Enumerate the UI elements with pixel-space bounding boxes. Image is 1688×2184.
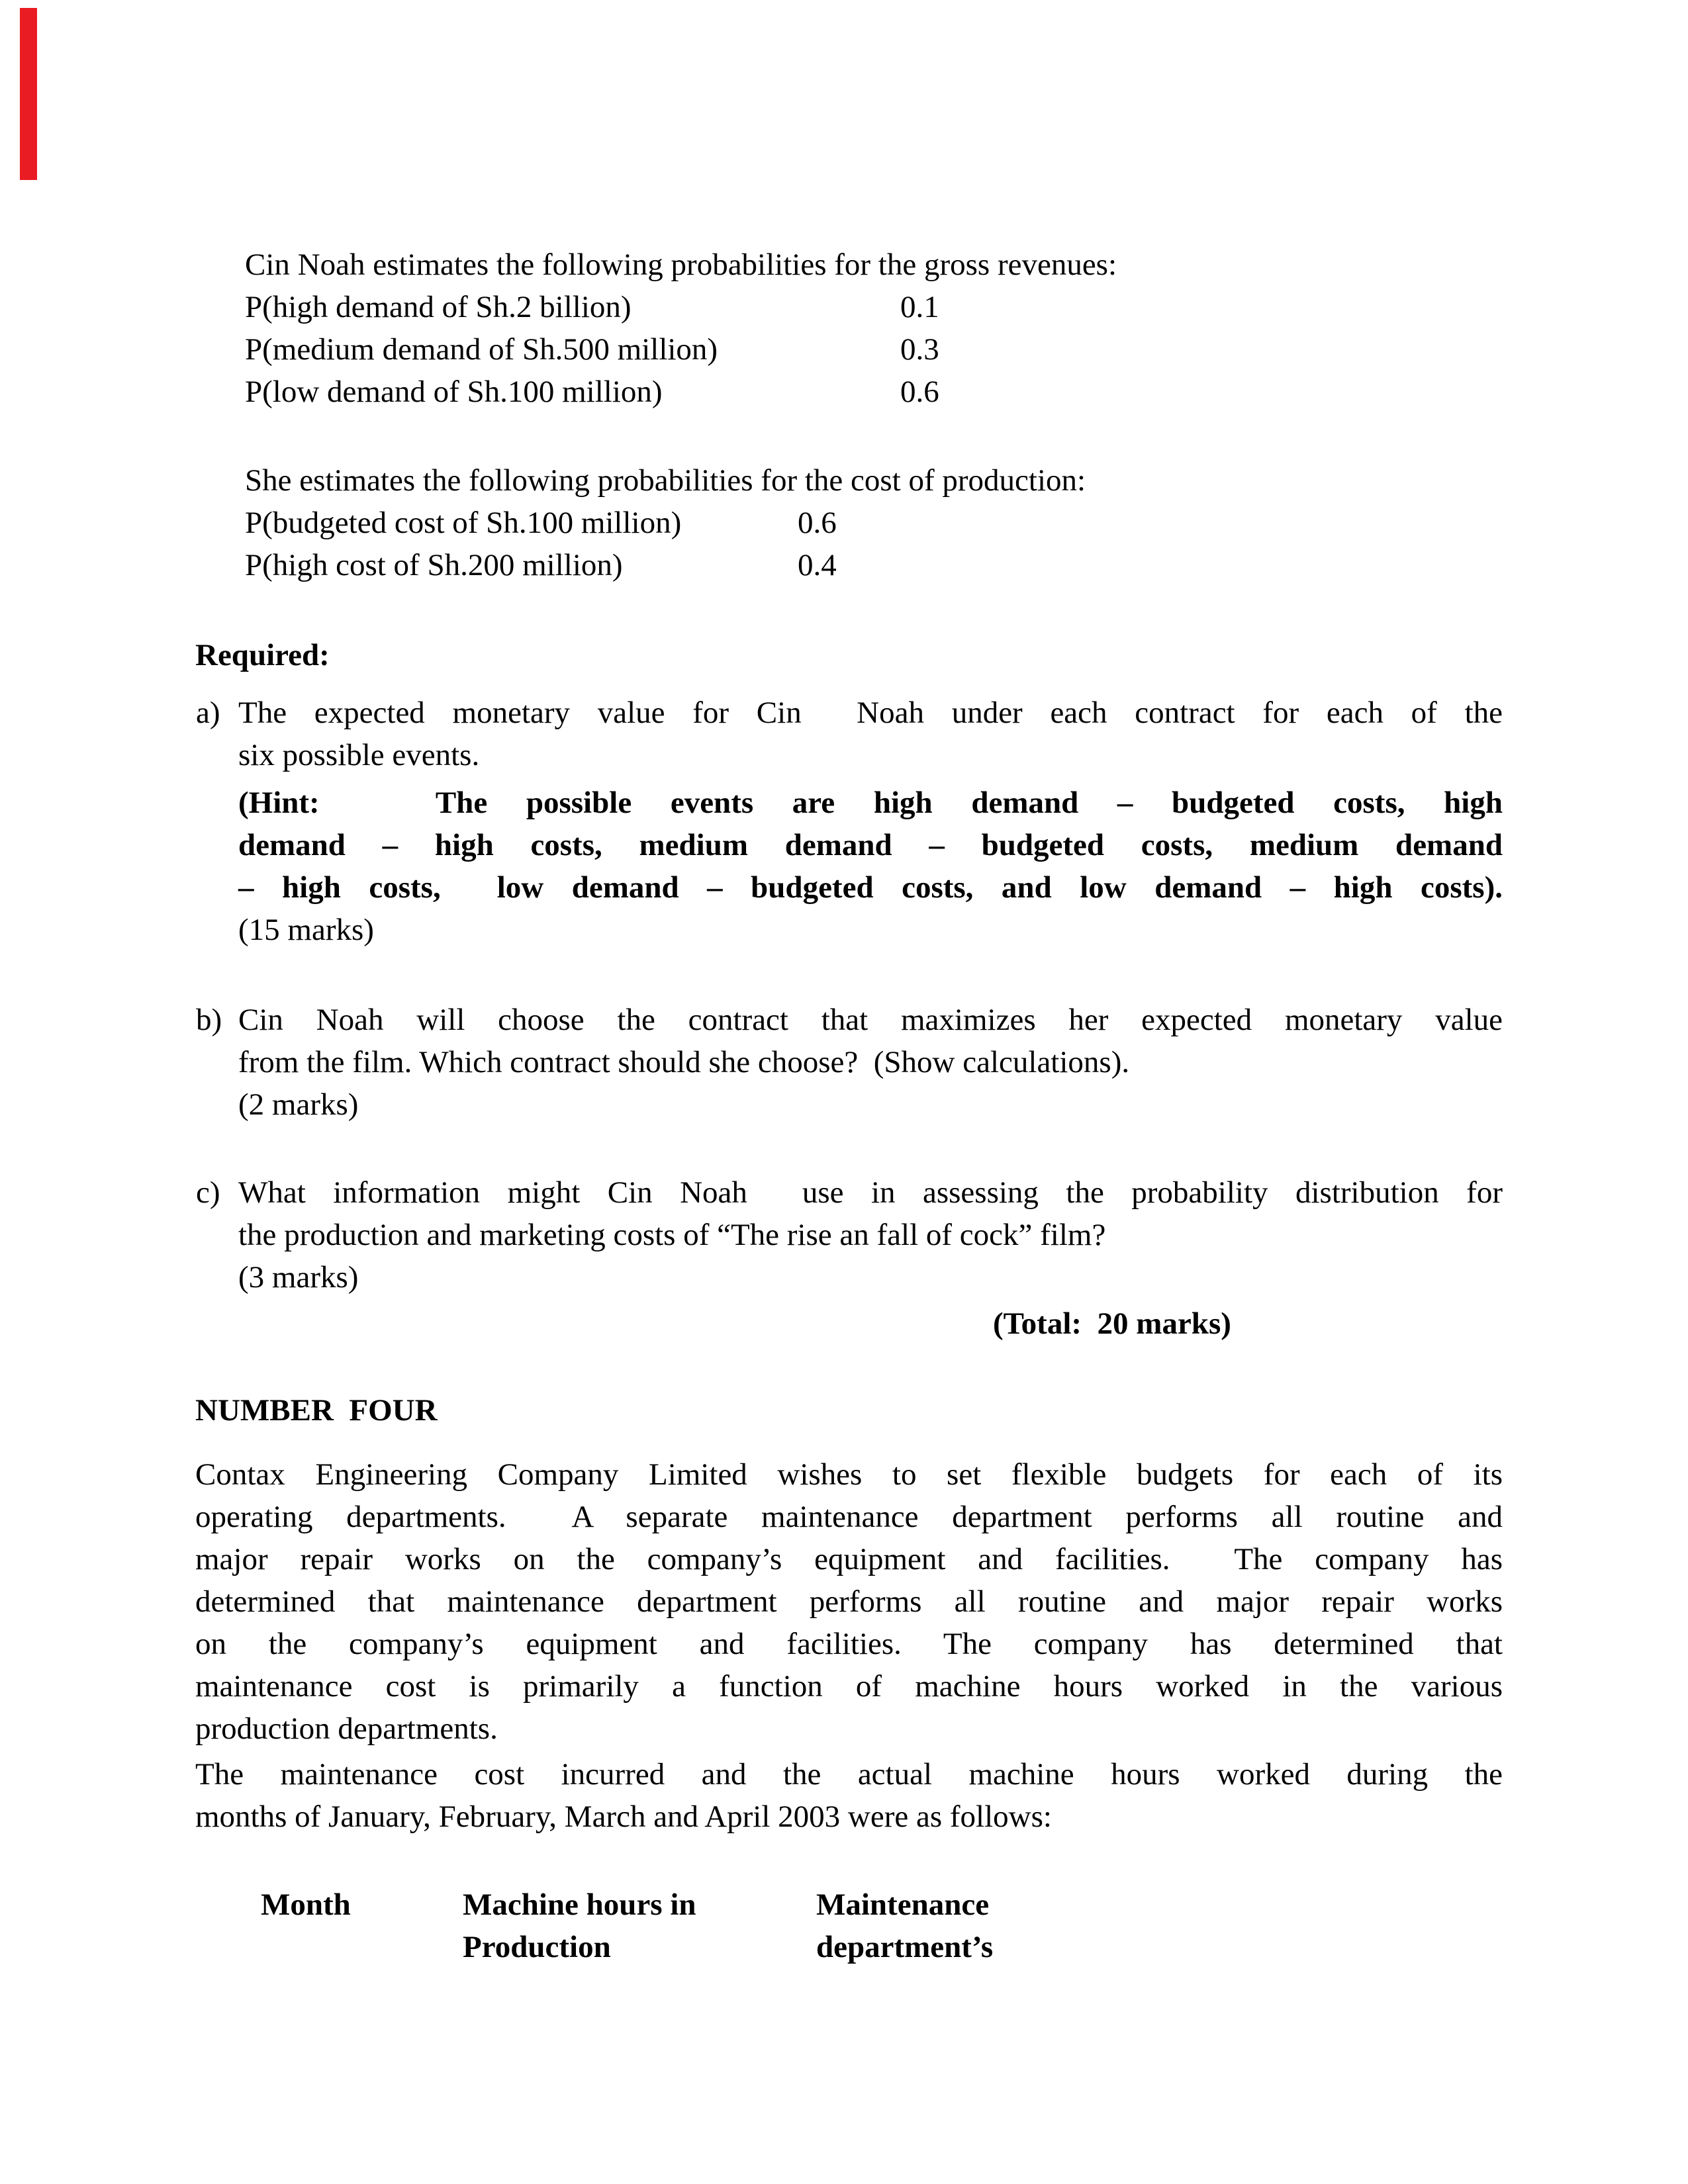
table-header-machine-hours xyxy=(463,1884,816,1968)
prob-value: 0.4 xyxy=(798,548,837,582)
item-marker: c) xyxy=(196,1175,220,1210)
gross-prob-heading: Cin Noah estimates the following probabilities for the gross revenues: xyxy=(245,248,1117,282)
marks-label: (15 marks) xyxy=(238,913,374,947)
paragraph-line: Contax Engineering Company Limited wishes to set flexible budgets for each of its xyxy=(195,1457,1503,1492)
question-item-a xyxy=(195,692,1503,951)
prob-row xyxy=(245,328,1503,371)
cost-prob-heading: She estimates the following probabilities for the cost of production: xyxy=(245,463,1086,498)
item-marker: a) xyxy=(196,696,220,730)
prob-label: P(budgeted cost of Sh.100 million) xyxy=(245,506,682,540)
table-header-text: Production xyxy=(463,1930,611,1964)
required-heading: Required: xyxy=(195,638,330,672)
question-item-c xyxy=(195,1171,1503,1298)
marks-label: (2 marks) xyxy=(238,1087,359,1122)
prob-label: P(low demand of Sh.100 million) xyxy=(245,375,663,409)
margin-marker xyxy=(20,8,37,180)
paragraph-line: operating departments. A separate maintenance department performs all routine and xyxy=(195,1500,1503,1534)
paragraph-line: maintenance cost is primarily a function of machine hours worked in the various xyxy=(195,1669,1503,1704)
table-header-row xyxy=(261,1884,1503,1968)
paragraph-line: production departments. xyxy=(195,1711,498,1746)
item-text-line: Cin Noah will choose the contract that maximizes her expected monetary value xyxy=(238,1003,1503,1037)
table-header-month xyxy=(261,1884,463,1968)
prob-row xyxy=(245,371,1503,413)
paragraph-line: determined that maintenance department performs all routine and major repair works xyxy=(195,1584,1503,1619)
paragraph-line: on the company’s equipment and facilities. The company has determined that xyxy=(195,1627,1503,1661)
item-marker: b) xyxy=(196,1003,222,1037)
table-header-text: Maintenance xyxy=(816,1888,990,1922)
paragraph-line: months of January, February, March and April 2003 were as follows: xyxy=(195,1799,1052,1834)
prob-value: 0.1 xyxy=(900,290,939,324)
item-text-line: the production and marketing costs of “The rise an fall of cock” film? xyxy=(238,1218,1106,1252)
question-item-b xyxy=(195,999,1503,1126)
prob-value: 0.6 xyxy=(900,375,939,409)
table-header-text: department’s xyxy=(816,1930,994,1964)
prob-row xyxy=(245,286,1503,328)
section-heading-number-four: NUMBER FOUR xyxy=(195,1393,438,1428)
paragraph-line: The maintenance cost incurred and the actual machine hours worked during the xyxy=(195,1757,1503,1792)
item-text-line: The expected monetary value for Cin Noah under each contract for each of the xyxy=(238,696,1503,730)
prob-value: 0.3 xyxy=(900,332,939,367)
prob-row xyxy=(245,502,1503,544)
maintenance-cost-paragraph xyxy=(195,1753,1503,1838)
hint-line: demand – high costs, medium demand – budgeted costs, medium demand xyxy=(238,828,1503,862)
hint-line: (Hint: The possible events are high demand – budgeted costs, high xyxy=(238,786,1503,820)
table-header-text: Month xyxy=(261,1888,351,1922)
total-marks-label: (Total: 20 marks) xyxy=(993,1306,1231,1341)
prob-label: P(medium demand of Sh.500 million) xyxy=(245,332,718,367)
item-text-line: six possible events. xyxy=(238,738,480,772)
hint-block xyxy=(238,782,1503,909)
prob-value: 0.6 xyxy=(798,506,837,540)
table-header-text: Machine hours in xyxy=(463,1888,696,1922)
prob-label: P(high cost of Sh.200 million) xyxy=(245,548,623,582)
table-header-maintenance xyxy=(816,1884,993,1968)
prob-row xyxy=(245,544,1503,586)
hint-line: – high costs, low demand – budgeted costs, and low demand – high costs). xyxy=(238,870,1503,905)
production-cost-probabilities xyxy=(245,459,1503,586)
gross-revenue-probabilities xyxy=(245,244,1503,413)
item-text-line: from the film. Which contract should she choose? (Show calculations). xyxy=(238,1045,1130,1079)
paragraph-line: major repair works on the company’s equipment and facilities. The company has xyxy=(195,1542,1503,1576)
item-text-line: What information might Cin Noah use in assessing the probability distribution for xyxy=(238,1175,1503,1210)
marks-label: (3 marks) xyxy=(238,1260,359,1295)
number-four-paragraph xyxy=(195,1453,1503,1750)
prob-label: P(high demand of Sh.2 billion) xyxy=(245,290,632,324)
